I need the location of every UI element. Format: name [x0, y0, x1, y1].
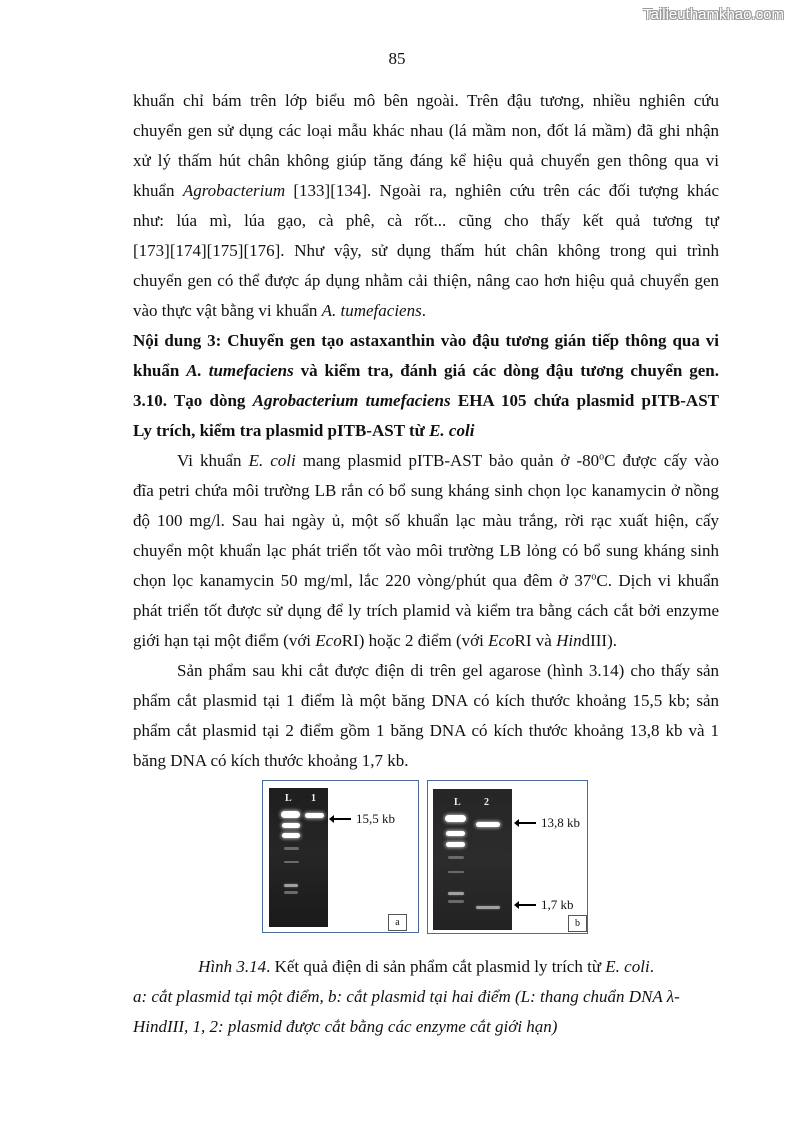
caption-line: a: cắt plasmid tại một điểm, b: cắt plasmid tại hai điểm (L: thang chuẩn DNA λ-: [133, 987, 680, 1006]
content-heading: Nội dung 3: Chuyển gen tạo astaxanthin vào đậu tương gián tiếp thông qua vi: [133, 331, 719, 350]
paragraph-line: khuẩn chỉ bám trên lớp biểu mô bên ngoài. Trên đậu tương, nhiều nghiên cứu: [133, 91, 719, 110]
paragraph-line: chọn lọc kanamycin 50 mg/ml, lắc 220 vòng/phút qua đêm ở 37$^o$C. Dịch vi khuẩn: [133, 571, 719, 590]
ladder-band: [446, 842, 465, 847]
arrow-left-icon: [518, 904, 536, 906]
gel-figure-panel-b: [427, 780, 588, 934]
watermark: Tailieuthamkhao.com: [643, 6, 784, 23]
page-number: 85: [388, 49, 406, 68]
paragraph-line: băng DNA có kích thước khoảng 1,7 kb.: [133, 751, 409, 770]
paragraph-line: giới hạn tại một điểm (với EcoRI) hoặc 2 điểm (với EcoRI và HindIII).: [133, 631, 617, 650]
arrow-left-icon: [333, 818, 351, 820]
paragraph-line: phẩm cắt plasmid tại 2 điểm gồm 1 băng DNA có kích thước khoảng 13,8 kb và 1: [133, 721, 719, 740]
ladder-band: [448, 871, 464, 873]
sample-band-1-7kb: [476, 906, 500, 909]
band-marker-13-8kb: 13,8 kb: [518, 815, 580, 831]
paragraph-line: khuẩn Agrobacterium [133][134]. Ngoài ra, nghiên cứu trên các đối tượng khác: [133, 181, 719, 200]
band-marker-1-7kb: 1,7 kb: [518, 897, 574, 913]
ladder-band: [448, 892, 464, 895]
ladder-band: [448, 856, 464, 859]
sample-band-13-8kb: [476, 822, 500, 827]
caption-title: Hình 3.14. Kết quả điện di sản phẩm cắt plasmid ly trích từ E. coli.: [198, 957, 654, 976]
arrow-left-icon: [518, 822, 536, 824]
paragraph-line: như: lúa mì, lúa gạo, cà phê, cà rốt... cũng cho thấy kết quả tương tự: [133, 211, 719, 230]
gel-figure-panel-a: [262, 780, 419, 933]
band-marker-15-5kb: 15,5 kb: [333, 811, 395, 827]
lane-label-ladder: L: [454, 797, 461, 808]
paragraph-line: chuyển gen sử dụng các loại mẫu khác nhau (lá mầm non, đốt lá mầm) đã ghi nhận: [133, 121, 719, 140]
paragraph-line: Sản phẩm sau khi cắt được điện di trên gel agarose (hình 3.14) cho thấy sản: [177, 661, 719, 680]
ladder-band: [284, 884, 298, 887]
lane-label-sample: 2: [484, 797, 489, 808]
ladder-band: [284, 891, 298, 894]
ladder-band: [284, 847, 299, 850]
figure-caption: [133, 952, 719, 1042]
ladder-band: [284, 861, 299, 863]
lane-label-ladder: L: [285, 793, 292, 804]
paragraph-line: độ 100 mg/l. Sau hai ngày ủ, một số khuẩn lạc màu trắng, rời rạc xuất hiện, cấy: [133, 511, 719, 530]
ladder-band: [282, 823, 300, 828]
subsection-heading: Ly trích, kiểm tra plasmid pITB-AST từ E. coli: [133, 421, 475, 440]
lane-label-sample: 1: [311, 793, 316, 804]
ladder-band: [446, 831, 465, 836]
ladder-band: [448, 900, 464, 903]
paragraph-line: phẩm cắt plasmid tại 1 điểm là một băng DNA có kích thước khoảng 15,5 kb; sản: [133, 691, 719, 710]
panel-tag-a: a: [388, 914, 407, 931]
panel-tag-b: b: [568, 915, 587, 932]
gel-image-a: [269, 788, 328, 927]
paragraph-line: đĩa petri chứa môi trường LB rắn có bổ sung kháng sinh chọn lọc kanamycin ở nồng: [133, 481, 719, 500]
document-body: [133, 86, 719, 776]
section-heading: 3.10. Tạo dòng Agrobacterium tumefaciens EHA 105 chứa plasmid pITB-AST: [133, 391, 719, 410]
sample-band-15-5kb: [305, 813, 324, 818]
ladder-band: [281, 811, 300, 818]
ladder-band: [282, 833, 300, 838]
caption-line: HindIII, 1, 2: plasmid được cắt bằng các enzyme cắt giới hạn): [133, 1017, 558, 1036]
ladder-band: [445, 815, 466, 822]
paragraph-line: chuyển một khuẩn lạc phát triển tốt vào môi trường LB lỏng có bổ sung kháng sinh: [133, 541, 719, 560]
gel-image-b: [433, 789, 512, 930]
paragraph-line: [173][174][175][176]. Như vậy, sử dụng thấm hút chân không trong qui trình: [133, 241, 719, 260]
paragraph-line: phát triển tốt được sử dụng để ly trích plamid và kiểm tra bằng cách cắt bởi enzyme: [133, 601, 719, 620]
paragraph-line: Vi khuẩn E. coli mang plasmid pITB-AST bảo quản ở -80$^o$C được cấy vào: [177, 451, 719, 470]
content-heading: khuẩn A. tumefaciens và kiểm tra, đánh giá các dòng đậu tương chuyển gen.: [133, 361, 719, 380]
paragraph-line: chuyển gen có thể được áp dụng nhằm cải thiện, nâng cao hơn hiệu quả chuyển gen: [133, 271, 719, 290]
paragraph-line: vào thực vật bằng vi khuẩn A. tumefaciens.: [133, 301, 426, 320]
paragraph-line: xử lý thấm hút chân không giúp tăng đáng kể hiệu quả chuyển gen thông qua vi: [133, 151, 719, 170]
